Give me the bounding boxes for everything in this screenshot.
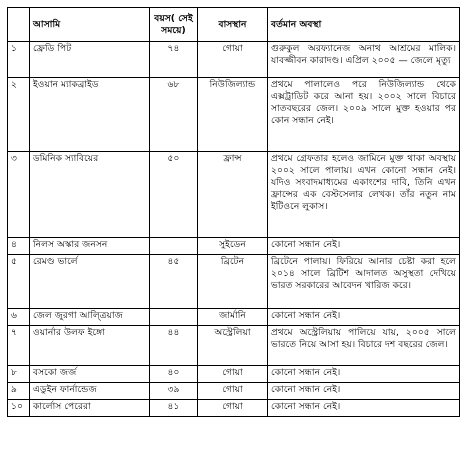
table-row: [8, 326, 460, 366]
residence-cell: অস্ট্রেলিয়া: [198, 326, 268, 366]
status-cell: প্রথমে পালালেও পরে নিউজিল্যান্ড থেকে এক্সট্রাডিট করে আনা হয়। ২০০২ সালে বিচারে সাতবছরের জেল। ২০০৯ সালে মুক্ত হওয়ার পর কোন সন্ধান নেই।: [268, 78, 460, 152]
age-cell: [150, 238, 198, 255]
header-name: আসামি: [30, 8, 150, 42]
age-cell: ৩৯: [150, 383, 198, 400]
residence-cell: ব্রিটেন: [198, 255, 268, 309]
status-cell: কোনো সন্ধান নেই।: [268, 366, 460, 383]
age-cell: [150, 309, 198, 326]
status-cell: কোনো সন্ধান নেই।: [268, 400, 460, 417]
table-row: [8, 255, 460, 309]
table-row: [8, 383, 460, 400]
serial-cell: ২: [8, 78, 30, 152]
age-cell: ৭৪: [150, 42, 198, 78]
table-row: [8, 400, 460, 417]
serial-cell: ৬: [8, 309, 30, 326]
residence-cell: সুইডেন: [198, 238, 268, 255]
name-cell: জেল জুরগা আল্ত্রিয়াজ: [30, 309, 150, 326]
header-row: [8, 8, 460, 42]
name-cell: ওয়ার্নার উলফ ইঙ্গো: [30, 326, 150, 366]
status-cell: কোনো সন্ধান নেই।: [268, 238, 460, 255]
age-cell: ৪১: [150, 400, 198, 417]
name-cell: কার্লোস পেরেরা: [30, 400, 150, 417]
table-row: [8, 42, 460, 78]
status-cell: প্রথমে অস্ট্রেলিয়ায় পালিয়ে যায়, ২০০৫ সালে ভারতে নিয়ে আসা হয়। বিচারে দশ বছরের জেল।: [268, 326, 460, 366]
table-row: [8, 366, 460, 383]
header-status: বর্তমান অবস্থা: [268, 8, 460, 42]
table-row: [8, 152, 460, 238]
status-cell: ব্রিটেনে পালায়। ফিরিয়ে আনার চেষ্টা করা হলে ২০১৪ সালে ব্রিটিশ আদালত অসুস্থতা দেখিয়ে ভারত সরকারের আবেদন খারিজ করে।: [268, 255, 460, 309]
residence-cell: নিউজিল্যান্ড: [198, 78, 268, 152]
serial-cell: ৮: [8, 366, 30, 383]
name-cell: ফ্রেডি পিট: [30, 42, 150, 78]
name-cell: রেমণ্ড ভার্লে: [30, 255, 150, 309]
residence-cell: গোয়া: [198, 366, 268, 383]
name-cell: বসকো জর্জ: [30, 366, 150, 383]
age-cell: ৪০: [150, 366, 198, 383]
serial-cell: ৪: [8, 238, 30, 255]
serial-cell: ৯: [8, 383, 30, 400]
serial-cell: ১০: [8, 400, 30, 417]
name-cell: ইওয়ান ম্যাকব্রাইড: [30, 78, 150, 152]
status-cell: প্রথমে গ্রেফতার হলেও জামিনে মুক্ত থাকা অবস্থায় ২০০২ সালে পালায়। এখন কোনো সন্ধান নেই। যদিও সংবাদমাধ্যমের একাংশের দাবি, তিনি এখন ফ্রান্সের এক বেস্টসেলার লেখক। তাঁর নতুন নাম ইটিওনে লুকাস।: [268, 152, 460, 238]
residence-cell: ফ্রান্স: [198, 152, 268, 238]
residence-cell: গোয়া: [198, 400, 268, 417]
header-residence: বাসস্থান: [198, 8, 268, 42]
age-cell: ৫০: [150, 152, 198, 238]
serial-cell: ৩: [8, 152, 30, 238]
status-cell: কোনো সন্ধান নেই।: [268, 383, 460, 400]
name-cell: নিলস অস্কার জনসন: [30, 238, 150, 255]
name-cell: ডমিনিক স্যাবিয়ের: [30, 152, 150, 238]
residence-cell: জার্মানি: [198, 309, 268, 326]
serial-cell: ১: [8, 42, 30, 78]
table-row: [8, 78, 460, 152]
serial-cell: ৫: [8, 255, 30, 309]
serial-cell: ৭: [8, 326, 30, 366]
header-age: বয়স( সেই সময়ে): [150, 8, 198, 42]
table-row: [8, 309, 460, 326]
status-cell: গুরুকুল অরফ্যানেজ অনাথ আশ্রমের মালিক। যাবজ্জীবন কারাদণ্ড। এপ্রিল ২০০৫ — জেলে মৃত্যু: [268, 42, 460, 78]
age-cell: ৬৮: [150, 78, 198, 152]
table-row: [8, 238, 460, 255]
name-cell: এডুইন ফার্নান্ডেজ: [30, 383, 150, 400]
age-cell: ৪৪: [150, 326, 198, 366]
accused-status-table: [7, 7, 460, 417]
header-serial: [8, 8, 30, 42]
residence-cell: গোয়া: [198, 42, 268, 78]
residence-cell: গোয়া: [198, 383, 268, 400]
status-cell: কোনো সন্ধান নেই।: [268, 309, 460, 326]
age-cell: ৪৫: [150, 255, 198, 309]
